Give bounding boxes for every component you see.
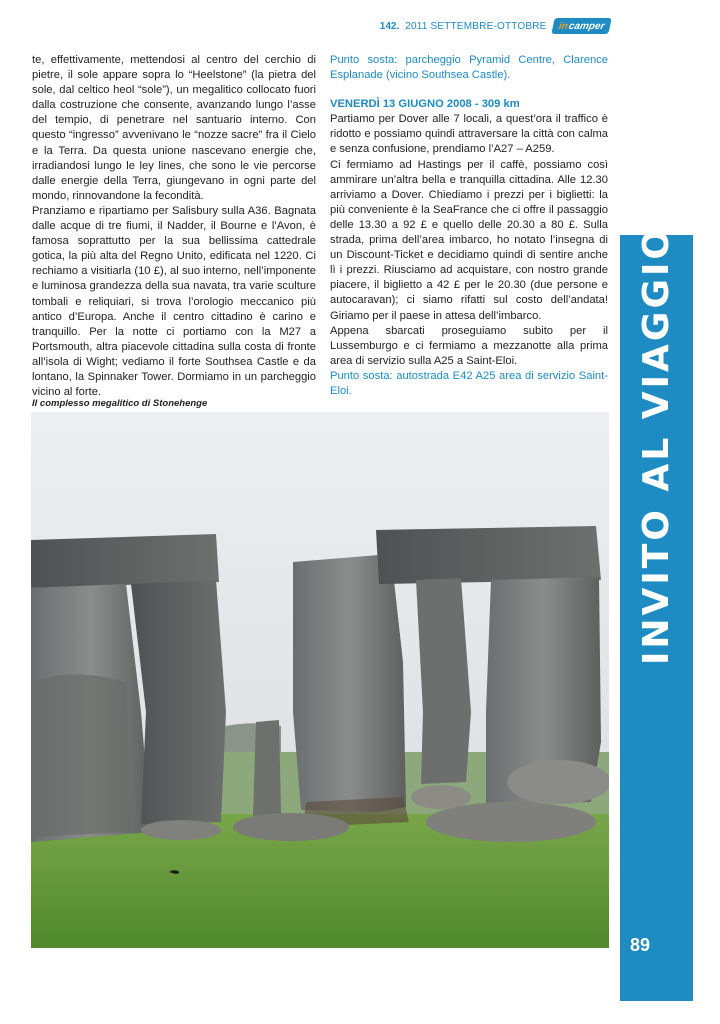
stop-note: Punto sosta: autostrada E42 A25 area di servizio Saint-Eloi. — [330, 369, 608, 397]
paragraph: te, effettivamente, mettendosi al centro del cerchio di pietre, il sole appare sopra lo “Heelstone” (la pietra del sole, dal celtico heol “sole”), un megalitico collocato fuori dalla costruzione che consente, avanzando lungo l’asse del tempio, di penetrare nel santuario interno. Con questo “ingresso” avvenivano le “nozze sacre” fra il Cielo e la Terra. Da questa unione nascevano energie che, irradiandosi lungo le ley lines, che sono le vie percorse dalle energie della Terra, giungevano in ogni parte del mondo, rinnovandone la fecondità. — [32, 54, 316, 202]
article-column-right — [330, 53, 608, 399]
day-heading: VENERDÌ 13 GIUGNO 2008 - 309 km — [330, 98, 520, 111]
photo-caption: Il complesso megalitico di Stonehenge — [32, 398, 208, 409]
section-title-wrapper — [620, 225, 693, 665]
page-header — [380, 16, 610, 36]
logo-text: camper — [567, 20, 606, 32]
paragraph: Appena sbarcati proseguiamo subito per il Lussemburgo e ci fermiamo a mezzanotte alla prima area di servizio sulla A25 a Saint-Eloi. — [330, 324, 608, 367]
section-sidebar — [620, 225, 693, 1001]
paragraph: Partiamo per Dover alle 7 locali, a quest’ora il traffico è ridotto e possiamo quindi attraversare la città con calma e senza confusione, prendiamo l’A27 – A259. — [330, 113, 608, 156]
logo-prefix: in — [557, 20, 569, 32]
paragraph: Ci fermiamo ad Hastings per il caffè, possiamo così ammirare un’altra bella e tranquilla cittadina. Alle 12.30 arriviamo a Dover. Chiediamo i prezzi per i biglietti: la più conveniente è la SeaFrance che ci offre il passaggio delle 13.30 a 92 £ e quello delle 20.30 a 80 £. Sulla strada, prima dell’area imbarco, ho notato l’insegna di un Discount-Ticket e decidiamo quindi di sentire anche lì i prezzi. Riusciamo ad acquistare, con nostro grande piacere, il biglietto a 42 £ per le 20.30 (due persone e autocaravan); ci siamo rifatti sul costo dell’andata! Giriamo per il paese in attesa dell’imbarco. — [330, 158, 608, 322]
stop-note: Punto sosta: parcheggio Pyramid Centre, Clarence Esplanade (vicino Southsea Castle). — [330, 54, 608, 82]
article-column-left — [32, 53, 316, 400]
magazine-logo — [551, 18, 612, 34]
issue-number: 142. — [379, 20, 400, 32]
page-number: 89 — [629, 935, 651, 955]
paragraph: Pranziamo e ripartiamo per Salisbury sulla A36. Bagnata dalle acque di tre fiumi, il Nadder, il Bourne e l’Avon, è famosa soprattutto per la sua bellissima cattedrale gotica, la più alta del Regno Unito, edificata nel 1220. Ci rechiamo a visitiarla (10 £), al suo interno, nell’imponente e luminosa grandezza della sua navata, tra varie sculture tombali e reliquiari, si trova l’orologio meccanico più antico d’Europa. Anche il centro cittadino è carino e tranquillo. Per la notte ci portiamo con la M27 a Portsmouth, altra piacevole cittadina sulla costa di fronte all’isola di Wight; vediamo il forte Southsea Castle e da lontano, la Spinnaker Tower. Dormiamo in un parcheggio vicino al forte. — [32, 204, 316, 399]
stonehenge-photo — [31, 412, 609, 948]
issue-date: 2011 SETTEMBRE-OTTOBRE — [405, 20, 547, 32]
section-title: INVITO AL VIAGGIO — [636, 225, 677, 665]
